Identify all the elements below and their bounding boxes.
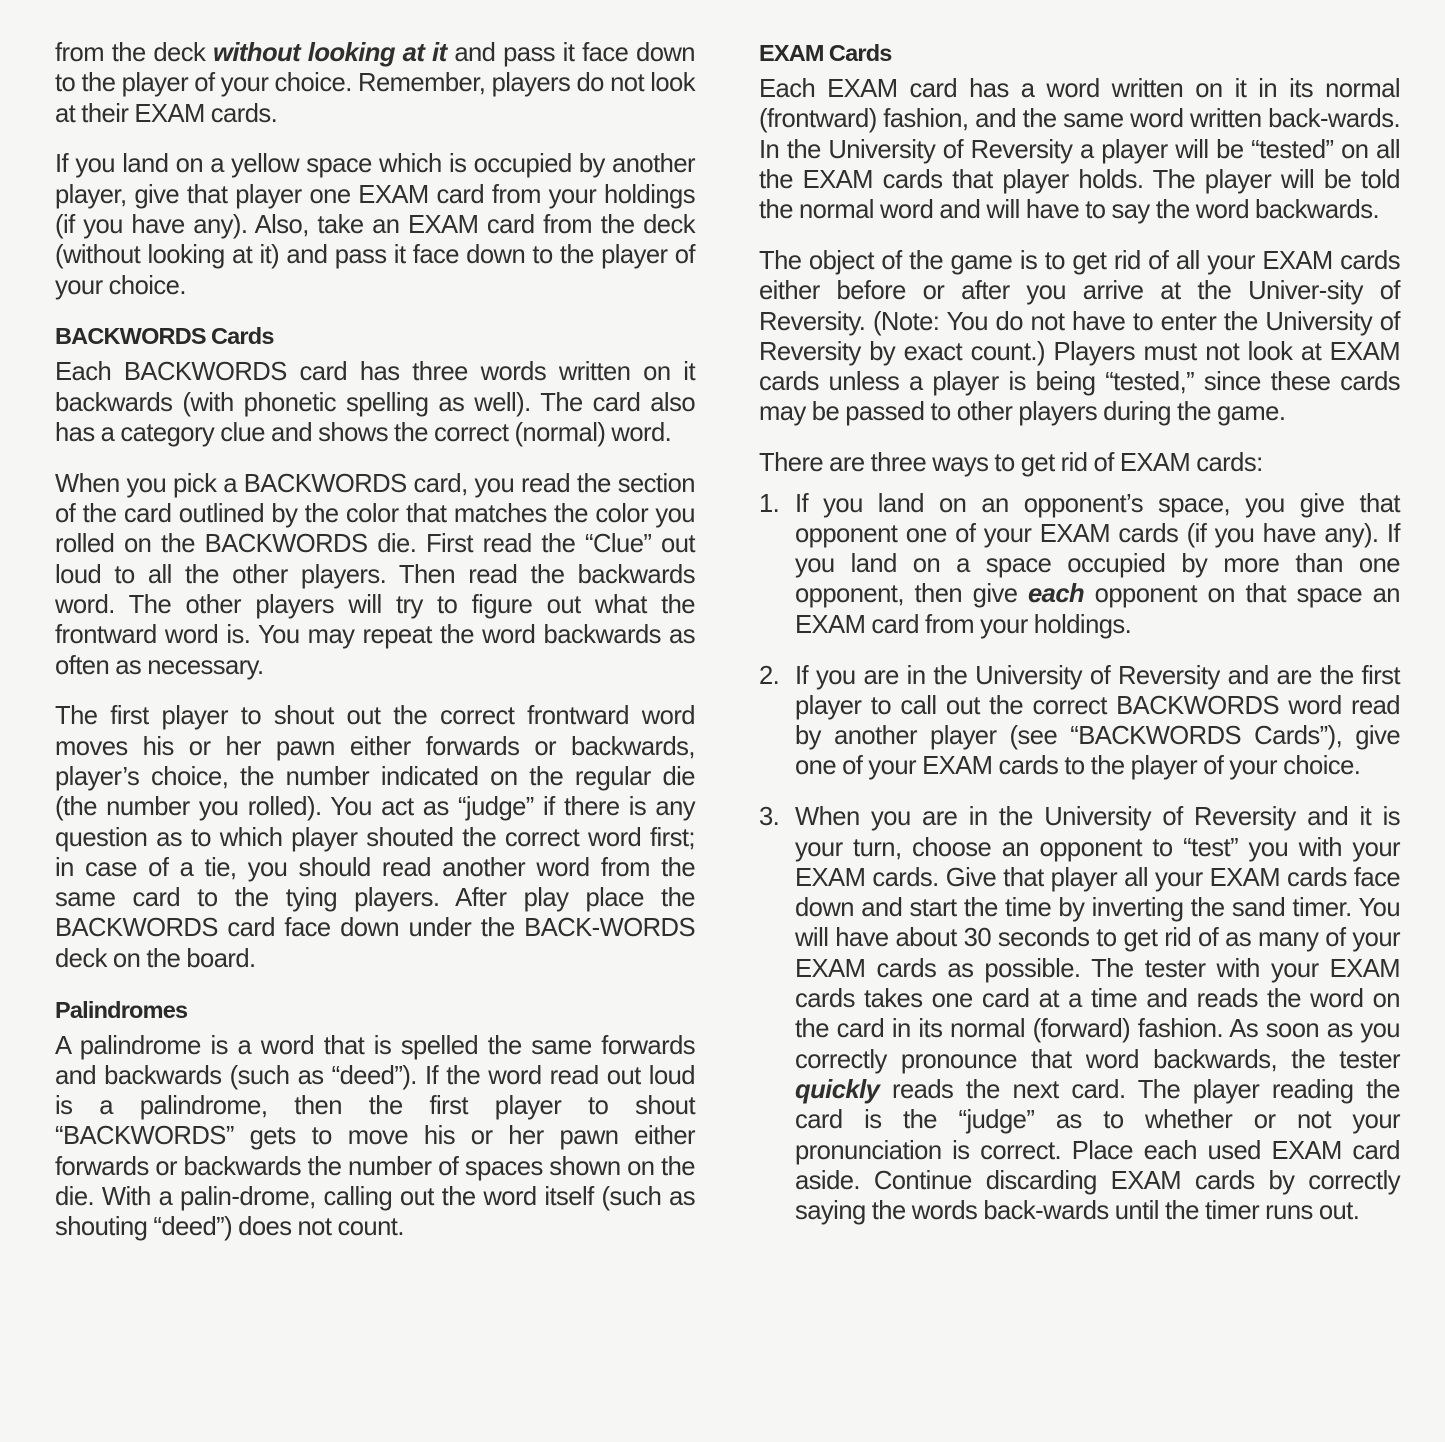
text-run: If you land on an opponent’s space, you give that opponent one of your EXAM cards (if you have any). If you land on a space occupied by more than one opponent, then give bbox=[795, 489, 1400, 609]
paragraph-pass-exam-card bbox=[55, 38, 695, 129]
emphasis-quickly: quickly bbox=[795, 1075, 880, 1104]
text-run: If you are in the University of Reversity and are the first player to call out the correct BACKWORDS word read by another player (see “BACKWORDS Cards”), give one of your EXAM cards to the player of your choice. bbox=[795, 661, 1400, 781]
emphasis-each: each bbox=[1027, 580, 1085, 609]
right-column bbox=[759, 38, 1400, 1247]
text-run: from the deck bbox=[55, 39, 213, 67]
paragraph-object-of-game: The object of the game is to get rid of all your EXAM cards either before or after you arrive at the Univer-sity of Reversity. (Note: You do not have to enter the University of Reversity by exact count.) Players must not look at EXAM cards unless a player is being “tested,” since these cards may be passed to other players during the game. bbox=[759, 246, 1400, 427]
text-run: and pass it face down to the player of your choice. Remember, players do not look at their EXAM cards. bbox=[55, 39, 695, 128]
paragraph-three-ways-intro: There are three ways to get rid of EXAM cards: bbox=[759, 449, 1263, 478]
list-item bbox=[759, 489, 1400, 640]
heading-exam-cards: EXAM Cards bbox=[759, 40, 892, 66]
list-item bbox=[759, 802, 1400, 1226]
heading-backwords-cards: BACKWORDS Cards bbox=[55, 323, 274, 350]
left-column bbox=[55, 38, 695, 1263]
paragraph-backwords-card-reading: When you pick a BACKWORDS card, you read the section of the card outlined by the color that matches the color you rolled on the BACKWORDS die. First read the “Clue” out loud to all the other players. Then read the backwards word. The other players will try to figure out what the frontward word is. You may repeat the word backwards as often as necessary. bbox=[55, 469, 695, 680]
text-run: When you are in the University of Reversity and it is your turn, choose an opponent to “test” you with your EXAM cards. Give that player all your EXAM cards face down and start the time by inverting the sand timer. You will have about 30 seconds to get rid of as many of your EXAM cards as possible. The tester with your EXAM cards takes one card at a time and reads the word on the card in its normal (forward) fashion. As soon as you correctly pronounce that word backwards, the tester bbox=[795, 803, 1400, 1074]
list-number: 3. bbox=[759, 803, 780, 832]
ways-list bbox=[759, 489, 1400, 1227]
emphasis-without-looking: without looking at it bbox=[212, 39, 447, 67]
text-run: opponent on that space an EXAM card from your holdings. bbox=[795, 580, 1400, 639]
paragraph-backwords-card-description: Each BACKWORDS card has three words written on it backwards (with phonetic spelling as well). The card also has a category clue and shows the correct (normal) word. bbox=[55, 358, 695, 447]
paragraph-backwords-first-player: The first player to shout out the correct frontward word moves his or her pawn either forwards or backwards, player’s choice, the number indicated on the regular die (the number you rolled). You act as “judge” if there is any question as to which player shouted the correct word first; in case of a tie, you should read another word from the same card to the tying players. After play place the BACKWORDS card face down under the BACK-WORDS deck on the board. bbox=[55, 702, 695, 973]
heading-palindromes: Palindromes bbox=[55, 996, 188, 1023]
list-number: 2. bbox=[759, 661, 780, 690]
list-number: 1. bbox=[759, 489, 780, 518]
paragraph-palindromes: A palindrome is a word that is spelled the same forwards and backwards (such as “deed”). If the word read out loud is a palindrome, then the first player to shout “BACKWORDS” gets to move his or her pawn either forwards or backwards the number of spaces shown on the die. With a palin-drome, calling out the word itself (such as shouting “deed”) does not count. bbox=[55, 1031, 695, 1242]
paragraph-exam-card-description: Each EXAM card has a word written on it in its normal (frontward) fashion, and the same word written back-wards. In the University of Reversity a player will be “tested” on all the EXAM cards that player holds. The player will be told the normal word and will have to say the word backwards. bbox=[759, 75, 1400, 225]
text-run: reads the next card. The player reading the card is the “judge” as to whether or not your pronunciation is correct. Place each used EXAM card aside. Continue discarding EXAM cards by correctly saying the words back-wards until the timer runs out. bbox=[795, 1075, 1400, 1226]
paragraph-yellow-space: If you land on a yellow space which is occupied by another player, give that player one EXAM card from your holdings (if you have any). Also, take an EXAM card from the deck (without looking at it) and pass it face down to the player of your choice. bbox=[55, 150, 695, 300]
list-item bbox=[759, 661, 1400, 782]
